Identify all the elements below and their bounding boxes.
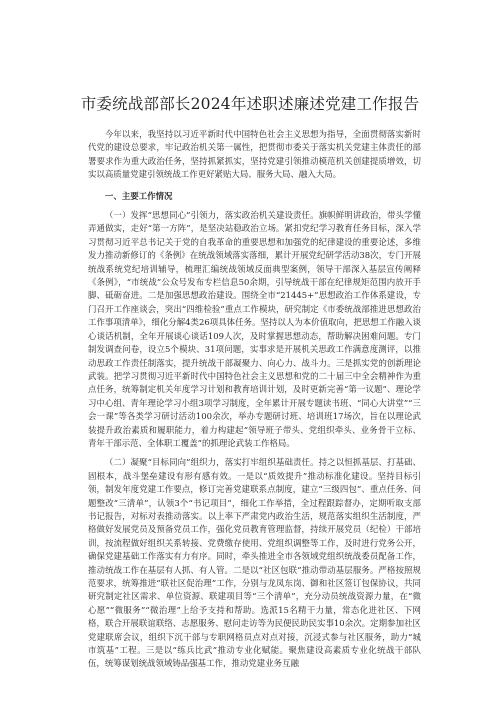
body-paragraph-1: （一）发挥“思想同心”引领力，落实政治机关建设责任。旗帜鲜明讲政治，带头学懂弄通做实，走好“第一方阵”，是坚决站稳政治立场。紧扣党纪学习教育任务目标，深入学习贯彻习近平总书记关于党的自我革命的重要思想和加强党的纪律建设的重要论述，多维发力推动新修订的《条例》在统战领域落实落细，累计开展党纪研学活动38次，专门开展统战系统党纪培训辅导，梳理汇编统战领域反面典型案例，领导干部深入基层宣传阐释《条例》，“市统战”公众号发布专栏信息50余期，引导统战干部在纪律规矩范围内放开手脚、砥砺奋进。二是加强思想政治建设。围绕全市“21445+”思想政治工作体系建设，专门召开工作座谈会，突出“四维检验”重点工作模块，研究制定《市委统战部推进思想政治工作事项清单》，细化分解4类26项具体任务。坚持以人为本价值取向，把思想工作融入谈心谈话机制，全年开展谈心谈话109人次，及时掌握思想动态，帮助解决困难问题。专门制发调查问卷，设立5个模块、31项问题，实事求是开展机关思政工作满意度测评，以推动思政工作责任制落实，提升统战干部凝聚力、向心力、战斗力。三是抓实党的创新理论武装。把学习贯彻习近平新时代中国特色社会主义思想和党的二十届三中全会精神作为重点任务，统筹制定机关年度学习计划和教育培训计划，及时更新完善“第一议题”、理论学习中心组、青年理论学习小组3项学习制度，全年累计开展专题读书班、“同心大讲堂”“三会一课”等各类学习研讨活动100余次，举办专题研讨班、培训班17场次，旨在以理论武装提升政治素质和履职能力，着力构建起“领导班子带头、党组织牵头、业务骨干立标、青年干部示范、全体职工覆盖”的抓理论武装工作格局。 <box>88 210 421 448</box>
intro-paragraph: 今年以来，我坚持以习近平新时代中国特色社会主义思想为指导，全面贯彻落实新时代党的建设总要求，牢记政治机关第一属性，把贯彻市委关于落实机关党建主体责任的部署要求作为重大政治任务，坚持抓紧抓实，坚持党建引领推动模范机关创建提质增效，切实以高质量党建引领统战工作更好紧贴大局、服务大局、融入大局。 <box>88 129 421 180</box>
section-heading: 一、主要工作情况 <box>104 190 173 201</box>
document-body <box>88 128 421 671</box>
body-paragraph-2: （二）凝聚“目标同向”组织力，落实打牢组织基础责任。持之以恒抓基层、打基础、固根本，战斗堡垒建设有形有感有效。一是以“质效提升”推动标准化建设。坚持目标引领，制发年度党建工作要点，修订完善党建联系点制度，建立“三级四包”、重点任务、问题整改“三清单”，认领3个“书记项目”，细化工作举措，全过程跟踪督办，定期听取支部书记报告，对标对表推动落实。以上率下严肃党内政治生活，规范落实组织生活制度，严格做好发展党员及预备党员工作，强化党员教育管理监督，持续开展党员（纪检）干部培训，按流程做好组织关系转接、党费缴存使用、党组织调整等工作，及时进行党务公开，确保党建基础工作落实有力有序。同时，牵头推进全市各领域党组织统战委员配备工作，推动统战工作在基层有人抓、有人管。二是以“社区包联”推动带动基层服务。严格按照规范要求，统筹推进“联社区促治理”工作，分别与龙凤东岗、御和社区签订包保协议，共同研究制定社区需求、单位资源、联建项目等“三个清单”，充分动员统战资源力量，在“微心愿”“微服务”“微治理”上给予支持和帮助。选派15名精干力量，常态化进社区、下网格，联合开展联谊联络、志愿服务、慰问走访等为民便民助民实事10余次。定期参加社区党建联席会议，组织下沉干部与专职网格员点对点对接，沉浸式参与社区服务，助力“城市筑基”工程。三是以“练兵比武”推动专业化赋能。聚焦建设高素质专业化统战干部队伍，统筹谋划统战领域铸品强基工作，推动党建业务互融 <box>88 457 421 669</box>
document-title: 市委统战部部长2024年述职述廉述党建工作报告 <box>80 95 420 113</box>
